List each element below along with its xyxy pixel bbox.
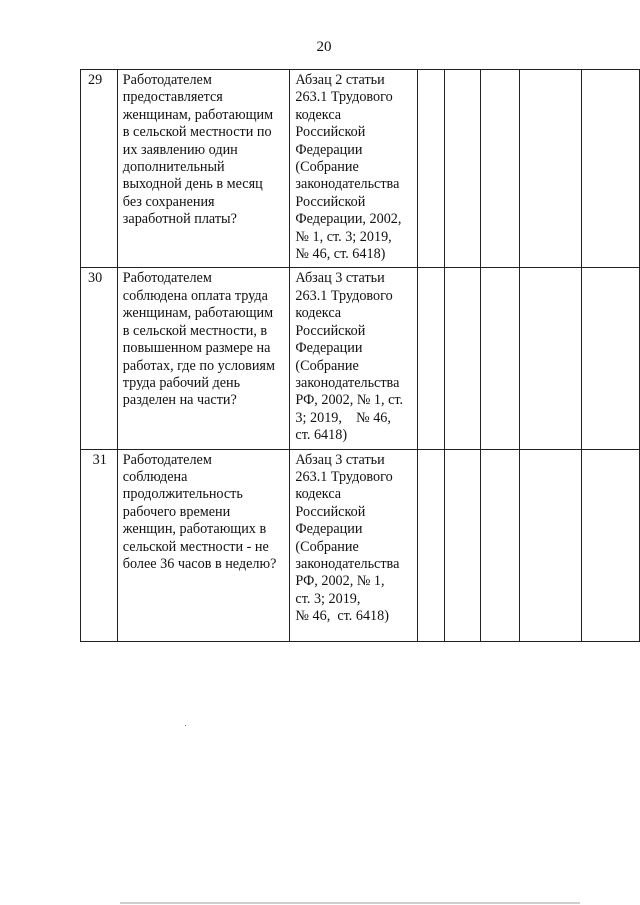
legal-reference-cell: Абзац 2 статьи 263.1 Трудового кодекса Российской Федерации (Собрание законодательства Российской Федерации, 2002, № 1, ст. 3; 2019, № 46, ст. 6418) <box>290 70 417 268</box>
question-cell: Работодателем соблюдена продолжительность рабочего времени женщин, работающих в сельской местности - не более 36 часов в неделю? <box>117 449 290 641</box>
row-number: 29 <box>81 70 118 268</box>
note-cell <box>520 449 582 641</box>
legal-reference-cell: Абзац 3 статьи 263.1 Трудового кодекса Российской Федерации (Собрание законодательства РФ, 2002, № 1, ст. 3; 2019, № 46, ст. 6418) <box>290 449 417 641</box>
comment-cell <box>581 70 639 268</box>
page-number: 20 <box>316 39 332 55</box>
answer-yes-cell <box>417 449 444 641</box>
row-number: 30 <box>81 268 118 449</box>
answer-not-applicable-cell <box>481 268 520 449</box>
question-cell: Работодателем предоставляется женщинам, работающим в сельской местности по их заявлению один дополнительный выходной день в месяц без сохранения заработной платы? <box>117 70 290 268</box>
answer-no-cell <box>444 70 481 268</box>
answer-yes-cell <box>417 70 444 268</box>
note-cell <box>520 268 582 449</box>
answer-not-applicable-cell <box>481 70 520 268</box>
comment-cell <box>581 268 639 449</box>
scan-edge <box>120 902 580 904</box>
comment-cell <box>581 449 639 641</box>
answer-not-applicable-cell <box>481 449 520 641</box>
table-row <box>81 449 640 641</box>
answer-yes-cell <box>417 268 444 449</box>
note-cell <box>520 70 582 268</box>
table-row <box>81 70 640 268</box>
question-cell: Работодателем соблюдена оплата труда женщинам, работающим в сельской местности, в повышенном размере на работах, где по условиям труда рабочий день разделен на части? <box>117 268 290 449</box>
answer-no-cell <box>444 449 481 641</box>
legal-reference-cell: Абзац 3 статьи 263.1 Трудового кодекса Российской Федерации (Собрание законодательства РФ, 2002, № 1, ст. 3; 2019, № 46, ст. 6418) <box>290 268 417 449</box>
scan-speck <box>185 725 186 726</box>
checklist-table <box>80 69 640 642</box>
answer-no-cell <box>444 268 481 449</box>
row-number: 31 <box>81 449 118 641</box>
table-row <box>81 268 640 449</box>
